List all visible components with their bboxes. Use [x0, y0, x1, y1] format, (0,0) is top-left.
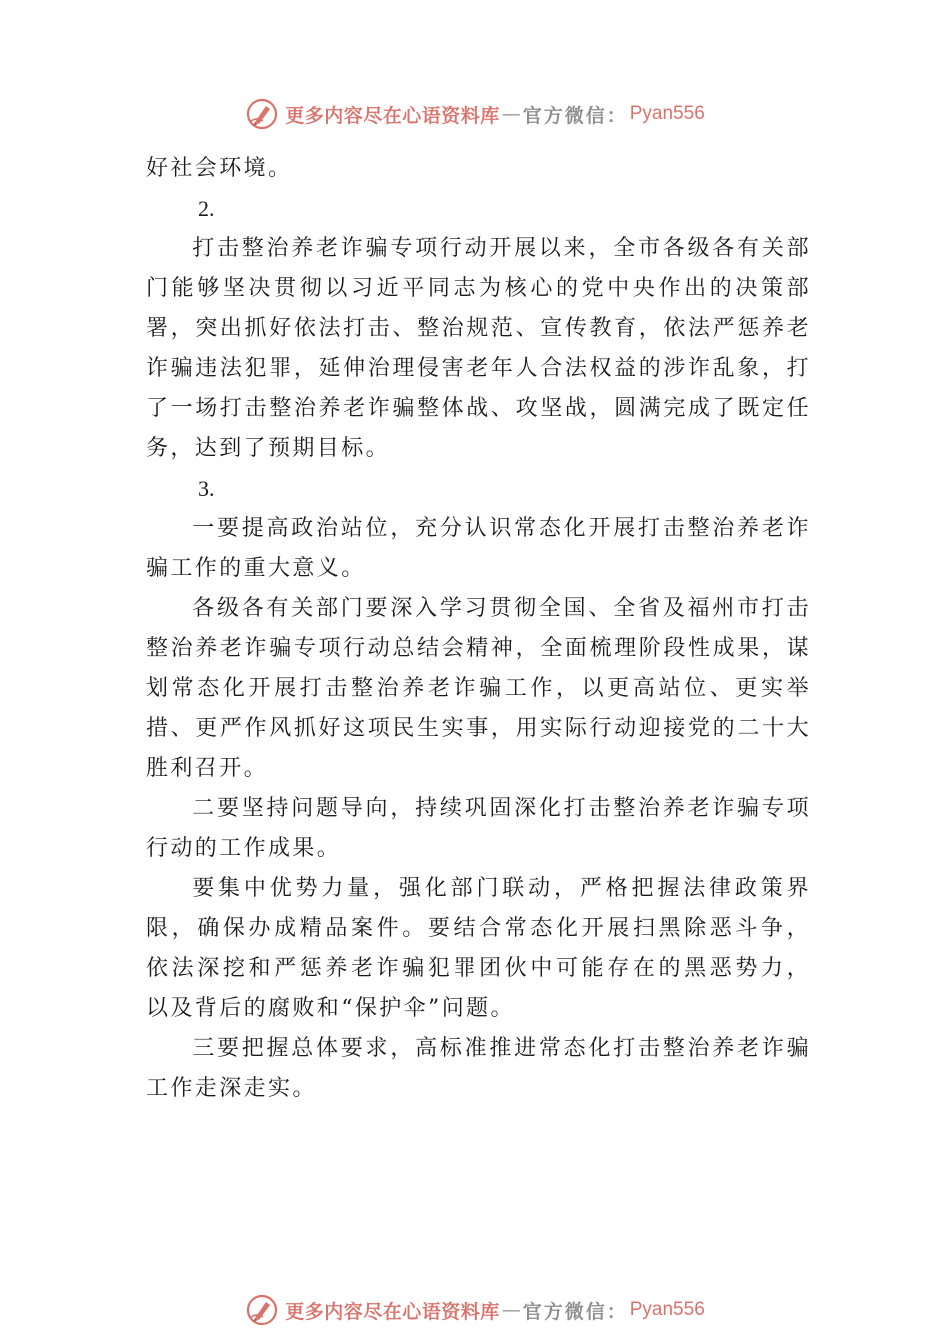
header-banner: [0, 94, 950, 134]
wechat-id: Pyan556: [629, 103, 705, 124]
paragraph-summary: 打击整治养老诈骗专项行动开展以来，全市各级各有关部门能够坚决贯彻以习近平同志为核心的党中央作出的决策部署，突出抓好依法打击、整治规范、宣传教育，依法严惩养老诈骗违法犯罪，延伸治理侵害老年人合法权益的涉诈乱象，打了一场打击整治养老诈骗整体战、攻坚战，圆满完成了既定任务，达到了预期目标。: [146, 236, 811, 461]
brand-text: 更多内容尽在心语资料库: [285, 104, 500, 127]
paragraph-continuation: 好社会环境。: [146, 156, 293, 181]
document-body: [146, 149, 811, 1109]
wechat-id: Pyan556: [629, 1299, 705, 1320]
paragraph-point-three: 三要把握总体要求，高标准推进常态化打击整治养老诈骗工作走深走实。: [146, 1036, 811, 1101]
paragraph-point-two-detail: 要集中优势力量，强化部门联动，严格把握法律政策界限，确保办成精品案件。要结合常态化开展扫黑除恶斗争， 依法深挖和严惩养老诈骗犯罪团伙中可能存在的黑恶势力， 以及背后的腐败和“保护伞”问题。: [146, 876, 811, 1021]
pen-seal-logo-icon: [245, 1293, 279, 1327]
paragraph-point-two: 二要坚持问题导向，持续巩固深化打击整治养老诈骗专项行动的工作成果。: [146, 796, 811, 861]
banner-separator: —: [501, 103, 521, 125]
banner-separator: —: [501, 1299, 521, 1321]
section-number-2: 2.: [198, 196, 215, 221]
wechat-label: 官方微信：: [522, 104, 628, 127]
paragraph-point-one-detail: 各级各有关部门要深入学习贯彻全国、全省及福州市打击整治养老诈骗专项行动总结会精神，全面梳理阶段性成果，谋划常态化开展打击整治养老诈骗工作，以更高站位、更实举措、更严作风抓好这项民生实事，用实际行动迎接党的二十大胜利召开。: [146, 596, 811, 781]
section-number-3: 3.: [198, 476, 215, 501]
pen-seal-logo-icon: [245, 97, 279, 131]
brand-text: 更多内容尽在心语资料库: [285, 1300, 500, 1323]
footer-banner: [0, 1290, 950, 1330]
wechat-label: 官方微信：: [522, 1300, 628, 1323]
paragraph-point-one: 一要提高政治站位，充分认识常态化开展打击整治养老诈骗工作的重大意义。: [146, 516, 811, 581]
